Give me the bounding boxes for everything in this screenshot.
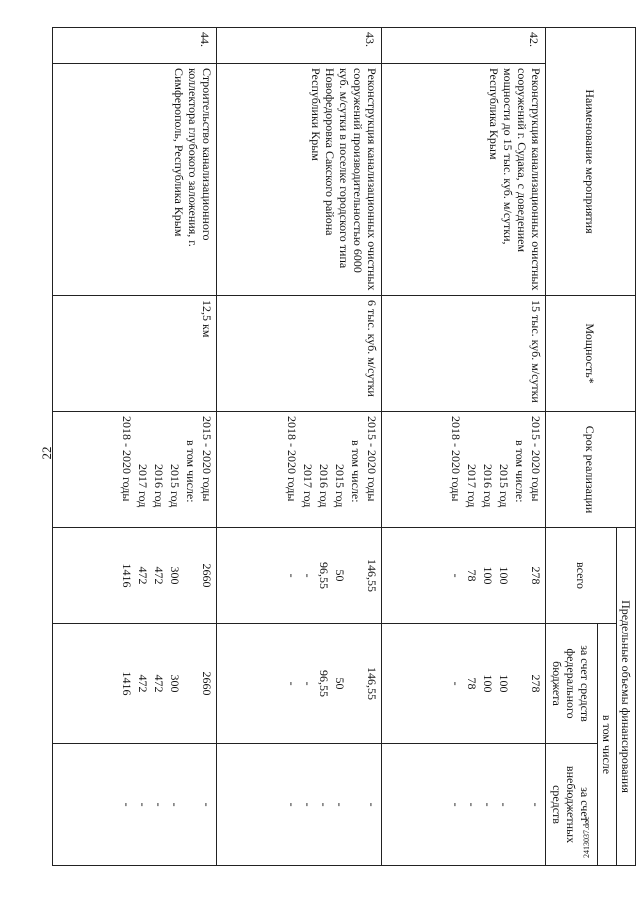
row-totals-value: 1416 <box>120 563 135 588</box>
row-number: 44. <box>53 28 217 64</box>
table-row <box>53 28 217 866</box>
row-capacity: 15 тыс. куб. м/сутки <box>381 296 545 412</box>
row-period-value: 2018 - 2020 годы <box>284 416 299 502</box>
table-row <box>381 28 545 866</box>
row-federal-value: 100 <box>497 674 511 693</box>
row-periods <box>53 412 217 528</box>
row-totals-value: - <box>284 573 299 578</box>
header-total: всего <box>546 528 617 624</box>
header-period: Срок реализации <box>546 412 636 528</box>
row-federal-value: 278 <box>529 674 543 693</box>
row-capacity: 12,5 км <box>53 296 217 412</box>
row-periods <box>217 412 381 528</box>
row-totals-value: 472 <box>152 566 167 585</box>
row-totals-value: - <box>300 573 315 578</box>
row-name: Строительство канализационного коллектора глубокого заложения, г. Симферополь, Республика Крым <box>53 64 217 296</box>
row-federal-value: - <box>284 681 299 686</box>
row-federal-value: 472 <box>152 674 167 693</box>
row-period-value: 2016 год <box>481 464 495 508</box>
row-extra <box>381 744 545 866</box>
row-totals-value: - <box>449 573 463 578</box>
row-name: Реконструкция канализационных очистных сооружений производительностью 6000 куб. м/сутки в поселке городского типа Новофедоровка Сакского района Республики Крым <box>217 64 381 296</box>
row-period-value: 2018 - 2020 годы <box>449 416 463 502</box>
row-extra-value: - <box>364 802 379 807</box>
table-row <box>217 28 381 866</box>
row-period-value: 2015 год <box>168 464 183 508</box>
row-extra-value: - <box>200 802 215 807</box>
row-federal-value: - <box>449 681 463 686</box>
row-period-value: в том числе: <box>184 440 199 503</box>
row-federal-value: 50 <box>332 677 347 690</box>
row-capacity: 6 тыс. куб. м/сутки <box>217 296 381 412</box>
row-totals-value: 50 <box>332 569 347 582</box>
row-totals-value <box>182 532 198 619</box>
row-name: Реконструкция канализационных очистных сооружений г. Судака, с доведением мощности до 15 тыс. куб. м/сутки, Республика Крым <box>381 64 545 296</box>
row-period-value: в том числе: <box>513 440 527 503</box>
row-extra-value: - <box>120 802 135 807</box>
row-federal-value <box>347 628 363 739</box>
row-extra-value: - <box>481 802 495 807</box>
row-period-value: 2017 год <box>136 464 151 508</box>
row-extra <box>217 744 381 866</box>
page-number: 22 <box>39 446 54 460</box>
row-period-value: в том числе: <box>348 440 363 503</box>
row-extra-value <box>347 748 363 861</box>
row-period-value: 2016 год <box>316 464 331 508</box>
row-federal <box>381 624 545 744</box>
row-totals <box>381 528 545 624</box>
row-extra-value: - <box>284 802 299 807</box>
row-period-value: 2017 год <box>300 464 315 508</box>
header-extrabudget: за счет внебюджетных средств <box>546 744 598 866</box>
row-period-value: 2017 год <box>465 464 479 508</box>
row-totals-value: 146,55 <box>364 559 379 593</box>
header-funding-group: Предельные объемы финансирования <box>617 528 636 866</box>
row-federal-value: 100 <box>481 674 495 693</box>
row-extra-value: - <box>449 802 463 807</box>
row-federal-value: 78 <box>465 677 479 690</box>
row-extra-value: - <box>497 802 511 807</box>
row-extra-value <box>182 748 198 861</box>
row-period-value: 2015 - 2020 годы <box>529 416 543 502</box>
row-period-value: 2015 - 2020 годы <box>200 416 215 502</box>
row-federal-value: 472 <box>136 674 151 693</box>
funding-table <box>52 27 636 866</box>
row-totals-value <box>347 532 363 619</box>
row-federal-value: 2660 <box>200 671 215 696</box>
row-extra <box>53 744 217 866</box>
row-federal-value: 1416 <box>120 671 135 696</box>
row-federal <box>53 624 217 744</box>
row-totals-value: 96,55 <box>316 562 331 590</box>
row-extra-value: - <box>168 802 183 807</box>
row-extra-value: - <box>465 802 479 807</box>
row-period-value: 2018 - 2020 годы <box>120 416 135 502</box>
row-totals-value: 100 <box>481 566 495 585</box>
row-extra-value: - <box>332 802 347 807</box>
row-federal <box>217 624 381 744</box>
rotated-table-container <box>52 27 636 865</box>
row-totals-value: 100 <box>497 566 511 585</box>
row-totals <box>53 528 217 624</box>
row-periods <box>381 412 545 528</box>
row-totals-value: 300 <box>168 566 183 585</box>
row-extra-value <box>511 748 527 861</box>
row-extra-value: - <box>316 802 331 807</box>
row-totals <box>217 528 381 624</box>
row-totals-value: 78 <box>465 569 479 582</box>
row-federal-value: 96,55 <box>316 670 331 698</box>
row-period-value: 2016 год <box>152 464 167 508</box>
row-period-value: 2015 - 2020 годы <box>364 416 379 502</box>
row-period-value: 2015 год <box>332 464 347 508</box>
row-number: 43. <box>217 28 381 64</box>
row-federal-value <box>182 628 198 739</box>
row-federal-value: 146,55 <box>364 667 379 701</box>
row-totals-value: 2660 <box>200 563 215 588</box>
row-extra-value: - <box>529 802 543 807</box>
header-including: в том числе <box>598 624 617 866</box>
header-capacity: Мощность* <box>546 296 636 412</box>
footer-code: 2413037.doc <box>582 816 591 858</box>
row-extra-value: - <box>136 802 151 807</box>
row-extra-value: - <box>152 802 167 807</box>
row-period-value: 2015 год <box>497 464 511 508</box>
header-name: Наименование мероприятия <box>546 28 636 296</box>
header-federal: за счет средств федерального бюджета <box>546 624 598 744</box>
row-federal-value: 300 <box>168 674 183 693</box>
row-number: 42. <box>381 28 545 64</box>
row-extra-value: - <box>300 802 315 807</box>
row-totals-value: 278 <box>529 566 543 585</box>
row-federal-value <box>511 628 527 739</box>
row-totals-value <box>511 532 527 619</box>
row-federal-value: - <box>300 681 315 686</box>
row-totals-value: 472 <box>136 566 151 585</box>
